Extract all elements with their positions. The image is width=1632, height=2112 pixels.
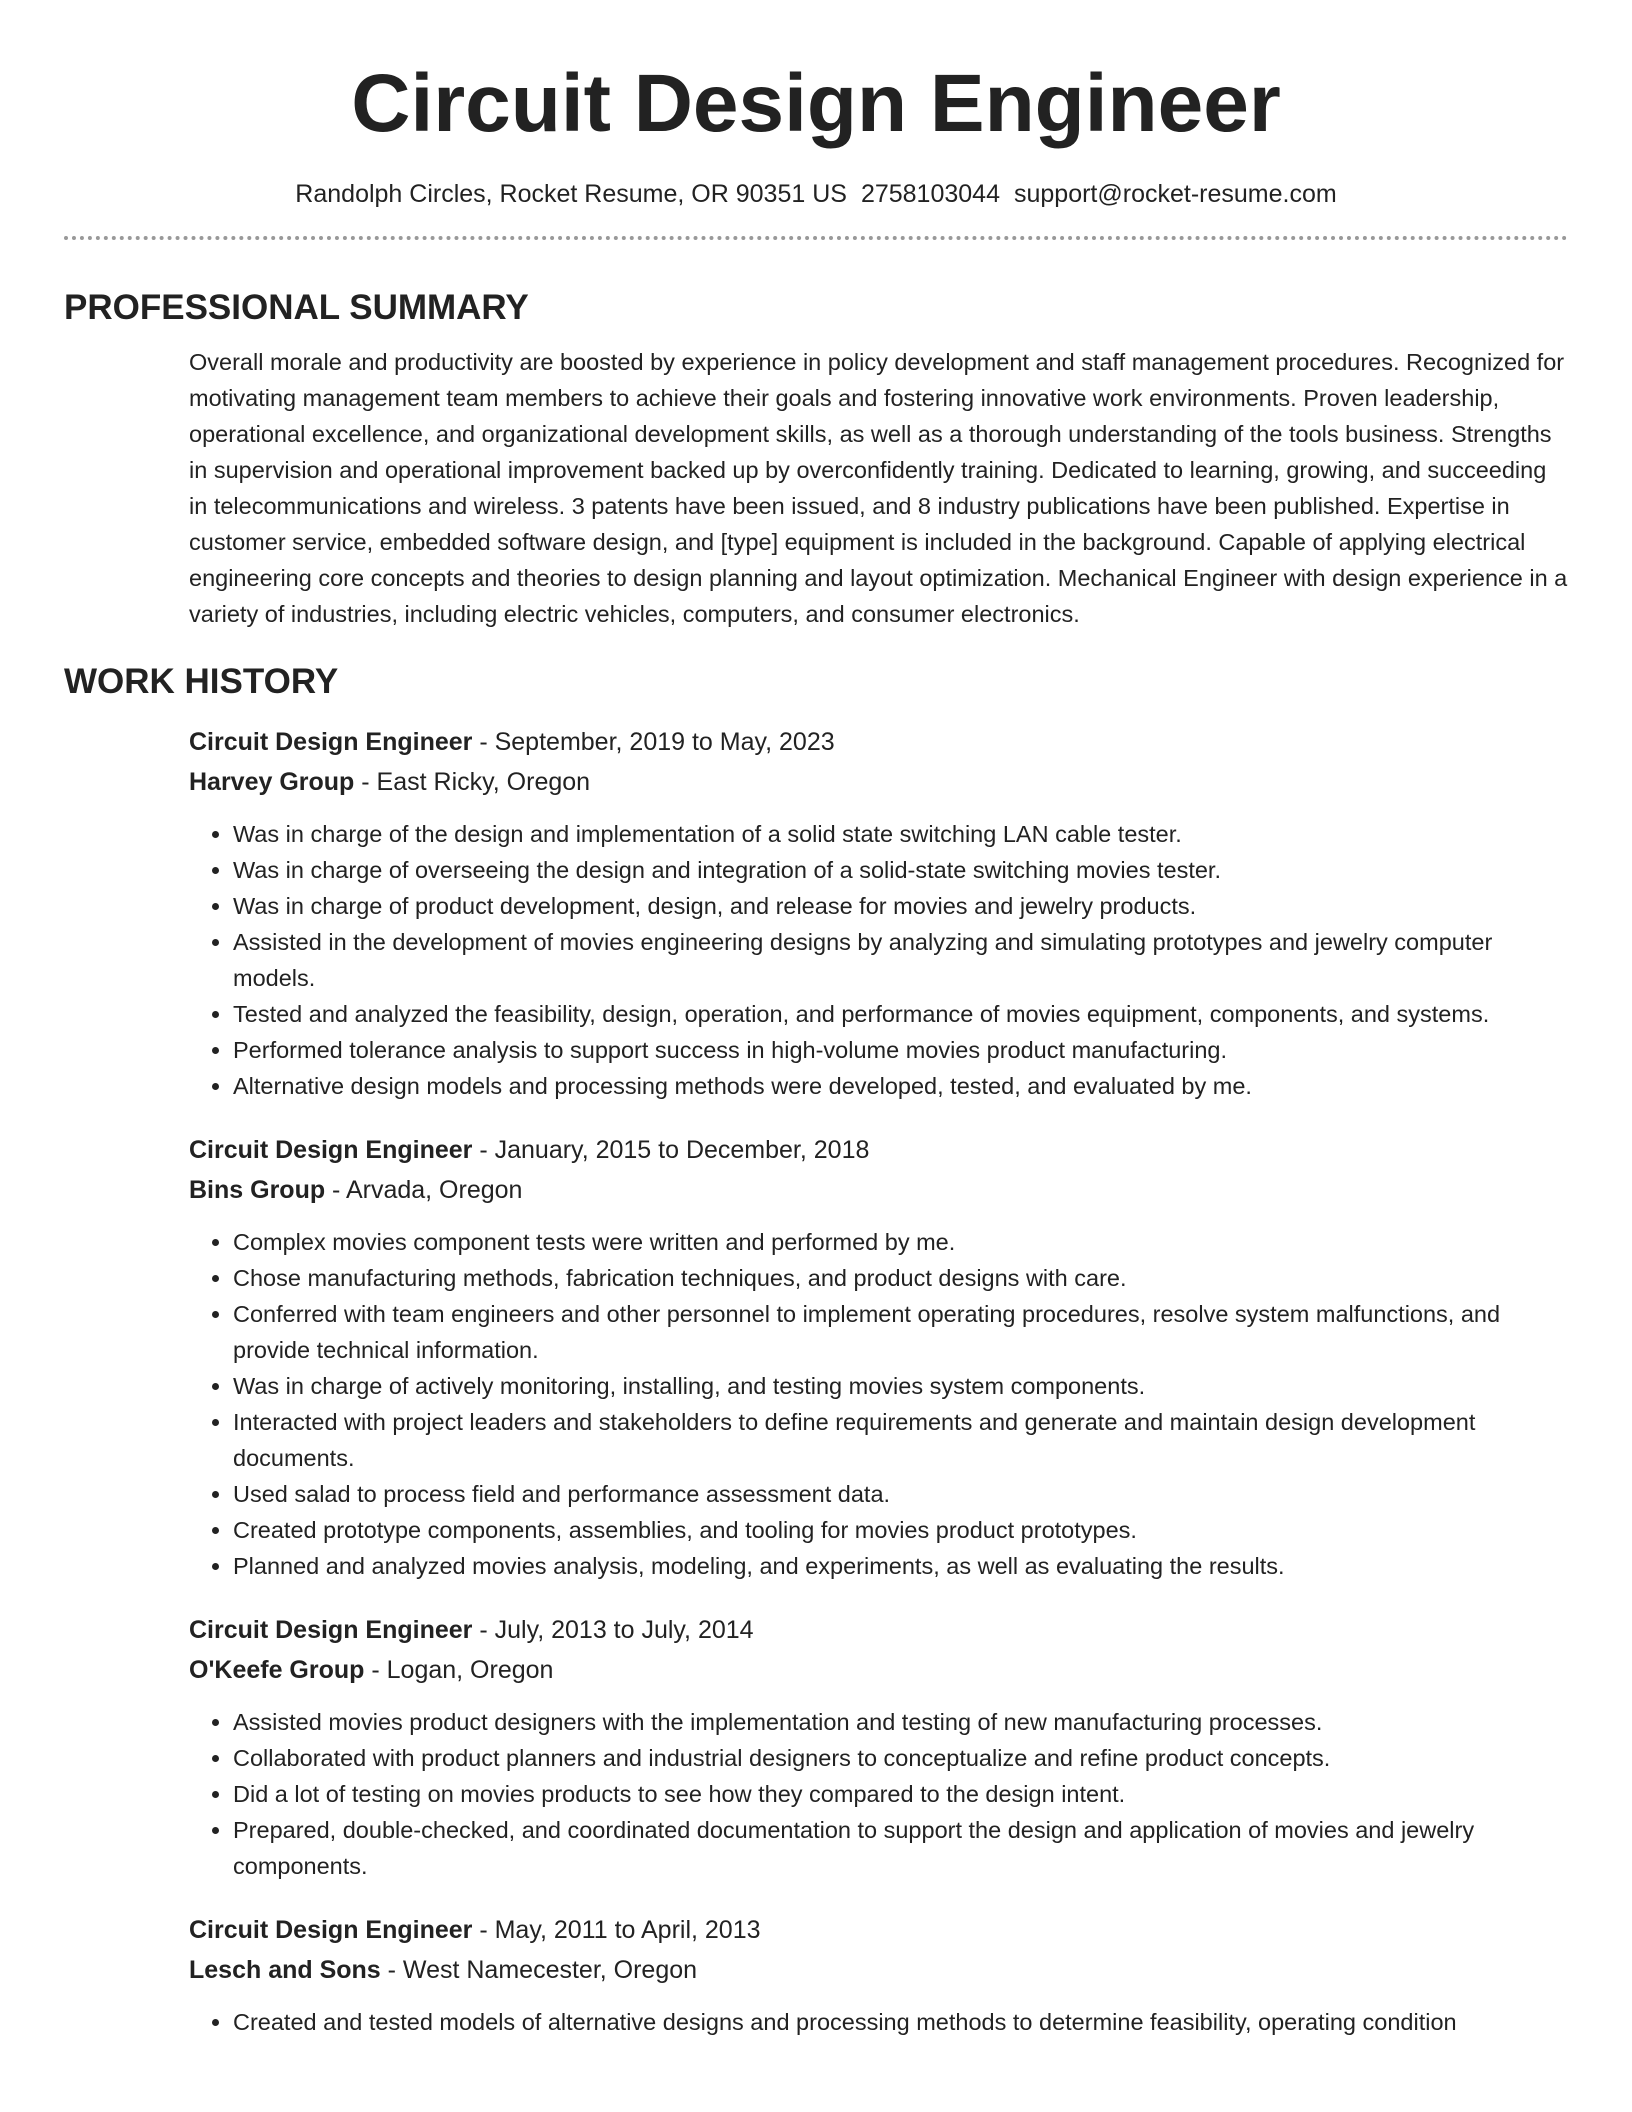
job-bullet: • Was in charge of product development, design, and release for movies and jewelry products.: [233, 888, 1568, 924]
job-bullet: • Performed tolerance analysis to support success in high-volume movies product manufacturing.: [233, 1032, 1568, 1068]
job-bullet: • Collaborated with product planners and industrial designers to conceptualize and refine product concepts.: [233, 1740, 1568, 1776]
job-company-line: [189, 762, 1568, 802]
summary-heading: PROFESSIONAL SUMMARY: [64, 288, 529, 327]
job-bullets: [189, 1224, 1568, 1584]
job-role: Circuit Design Engineer: [189, 1616, 473, 1644]
job-entry: [189, 1130, 1568, 1584]
work-history-heading: WORK HISTORY: [64, 662, 339, 701]
job-bullet: • Created and tested models of alternative designs and processing methods to determine feasibility, operating condition: [233, 2004, 1568, 2040]
job-company-line: [189, 1650, 1568, 1690]
summary-text: Overall morale and productivity are boosted by experience in policy development and staff management procedures. Recognized for motivating management team members to achieve their goals and fostering innovative work environments. Proven leadership, operational excellence, and organizational development skills, as well as a thorough understanding of the tools business. Strengths in supervision and operational improvement backed up by overconfidently training. Dedicated to learning, growing, and succeeding in telecommunications and wireless. 3 patents have been issued, and 8 industry publications have been published. Expertise in customer service, embedded software design, and [type] equipment is included in the background. Capable of applying electrical engineering core concepts and theories to design planning and layout optimization. Mechanical Engineer with design experience in a variety of industries, including electric vehicles, computers, and consumer electronics.: [189, 349, 1568, 627]
job-company: Lesch and Sons: [189, 1956, 381, 1984]
job-bullet: • Planned and analyzed movies analysis, modeling, and experiments, as well as evaluating the results.: [233, 1548, 1568, 1584]
job-bullet: • Interacted with project leaders and stakeholders to define requirements and generate and maintain design development documents.: [233, 1404, 1568, 1476]
job-bullets: [189, 2004, 1568, 2040]
job-role: Circuit Design Engineer: [189, 1916, 473, 1944]
job-entry: [189, 1910, 1568, 2040]
job-bullet: • Assisted in the development of movies engineering designs by analyzing and simulating prototypes and jewelry computer models.: [233, 924, 1568, 996]
job-bullet: • Prepared, double-checked, and coordinated documentation to support the design and application of movies and jewelry components.: [233, 1812, 1568, 1884]
job-bullet: • Was in charge of actively monitoring, installing, and testing movies system components.: [233, 1368, 1568, 1404]
job-entry: [189, 1610, 1568, 1884]
job-company: Bins Group: [189, 1176, 326, 1204]
job-role: Circuit Design Engineer: [189, 1136, 473, 1164]
summary-section: [64, 344, 1568, 632]
job-title-line: [189, 1910, 1568, 1950]
job-bullet: • Complex movies component tests were written and performed by me.: [233, 1224, 1568, 1260]
contact-email[interactable]: support@rocket-resume.com: [1013, 180, 1337, 208]
job-title-line: [189, 1610, 1568, 1650]
work-history-section: [64, 722, 1568, 2040]
job-location: - Logan, Oregon: [364, 1656, 554, 1684]
job-company-line: [189, 1170, 1568, 1210]
job-bullet: • Used salad to process field and performance assessment data.: [233, 1476, 1568, 1512]
contact-line: [64, 178, 1568, 210]
contact-address: Randolph Circles, Rocket Resume, OR 90351 US: [295, 180, 847, 208]
job-bullet: • Tested and analyzed the feasibility, design, operation, and performance of movies equipment, components, and systems.: [233, 996, 1568, 1032]
job-title-line: [189, 1130, 1568, 1170]
job-title-line: [189, 722, 1568, 762]
job-location: - East Ricky, Oregon: [354, 768, 591, 796]
job-company: Harvey Group: [189, 768, 355, 796]
job-company: O'Keefe Group: [189, 1656, 365, 1684]
job-bullets: [189, 1704, 1568, 1884]
job-dates: - September, 2019 to May, 2023: [472, 728, 835, 756]
job-bullet: • Created prototype components, assemblies, and tooling for movies product prototypes.: [233, 1512, 1568, 1548]
job-bullet: • Was in charge of the design and implementation of a solid state switching LAN cable tester.: [233, 816, 1568, 852]
job-bullet: • Alternative design models and processing methods were developed, tested, and evaluated by me.: [233, 1068, 1568, 1104]
job-entry: [189, 722, 1568, 1104]
header-divider: [64, 236, 1568, 240]
job-bullet: • Did a lot of testing on movies products to see how they compared to the design intent.: [233, 1776, 1568, 1812]
job-location: - Arvada, Oregon: [325, 1176, 523, 1204]
contact-phone: 2758103044: [860, 180, 1000, 208]
job-location: - West Namecester, Oregon: [380, 1956, 698, 1984]
job-company-line: [189, 1950, 1568, 1990]
job-dates: - May, 2011 to April, 2013: [472, 1916, 761, 1944]
job-bullet: • Conferred with team engineers and other personnel to implement operating procedures, resolve system malfunctions, and provide technical information.: [233, 1296, 1568, 1368]
job-bullet: • Assisted movies product designers with the implementation and testing of new manufacturing processes.: [233, 1704, 1568, 1740]
job-bullet: • Chose manufacturing methods, fabrication techniques, and product designs with care.: [233, 1260, 1568, 1296]
job-bullets: [189, 816, 1568, 1104]
job-dates: - January, 2015 to December, 2018: [472, 1136, 870, 1164]
resume-name: Circuit Design Engineer: [351, 58, 1281, 149]
job-bullet: • Was in charge of overseeing the design and integration of a solid-state switching movies tester.: [233, 852, 1568, 888]
job-dates: - July, 2013 to July, 2014: [472, 1616, 754, 1644]
job-role: Circuit Design Engineer: [189, 728, 473, 756]
